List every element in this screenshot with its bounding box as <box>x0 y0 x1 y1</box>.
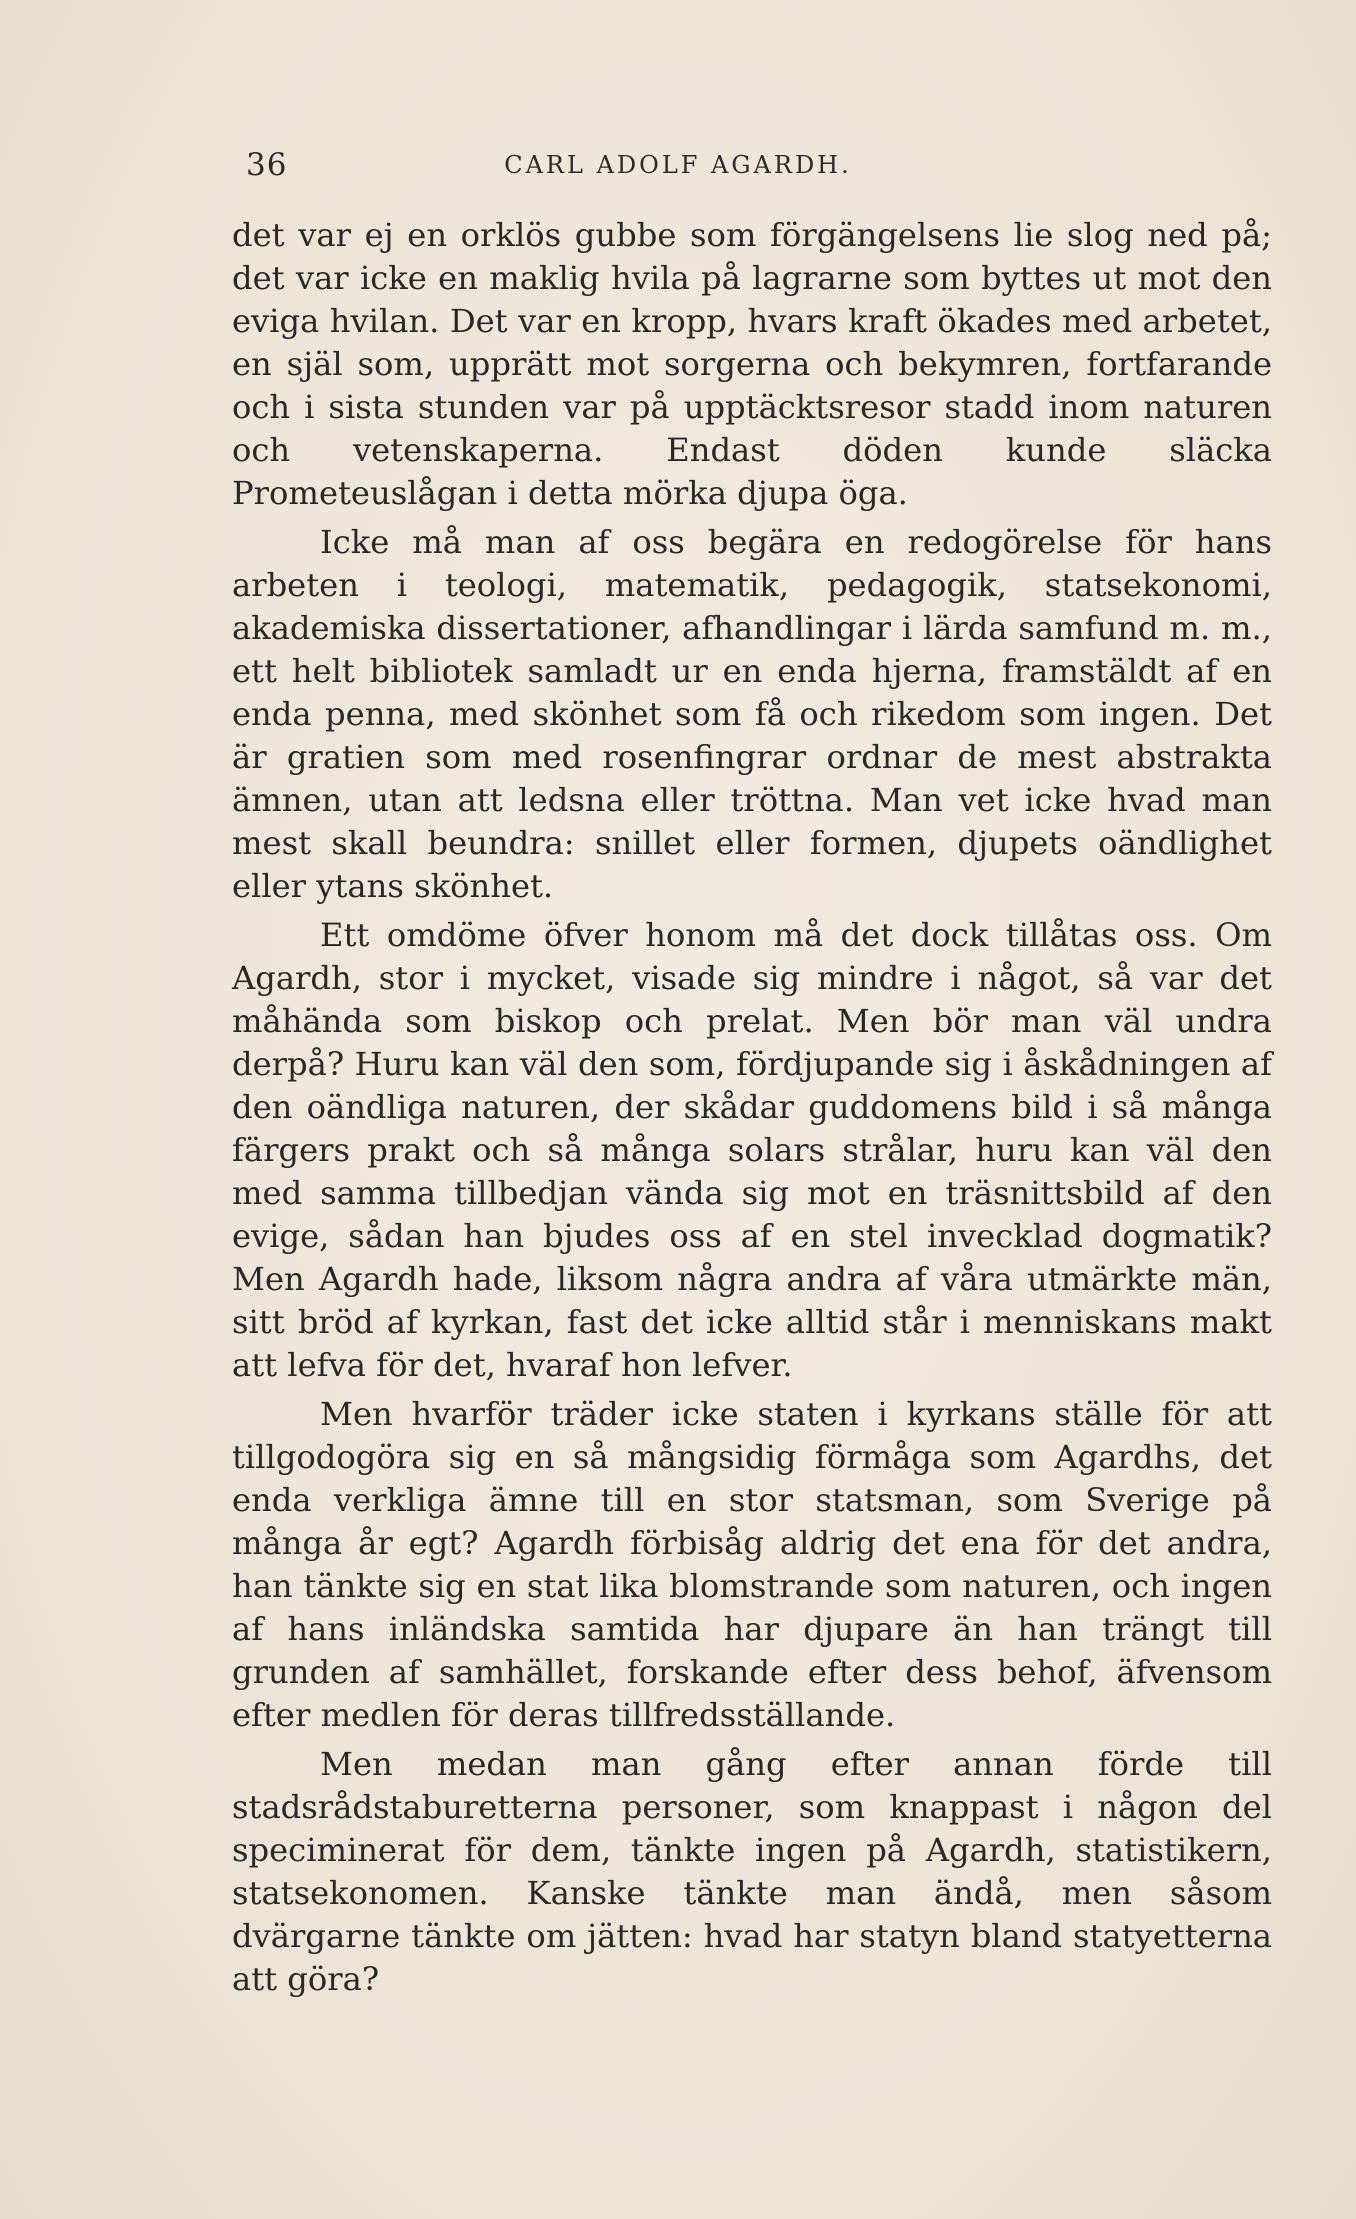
body-text <box>232 214 1272 2001</box>
paragraph: Icke må man af oss begära en redogörelse för hans arbeten i teologi, matematik, pedagogik, statsekonomi, akademiska dissertationer, afhandlingar i lärda samfund m. m., ett helt bibliotek samladt ur en enda hjerna, framstäldt af en enda penna, med skönhet som få och rikedom som ingen. Det är gratien som med rosenfingrar ordnar de mest abstrakta ämnen, utan att ledsna eller tröttna. Man vet icke hvad man mest skall beundra: snillet eller formen, djupets oändlighet eller ytans skönhet. <box>232 523 1272 905</box>
page-number: 36 <box>246 147 288 183</box>
page-header <box>0 147 1356 187</box>
paragraph: det var ej en orklös gubbe som förgängelsens lie slog ned på; det var icke en maklig hvila på lagrarne som byttes ut mot den eviga hvilan. Det var en kropp, hvars kraft ökades med arbetet, en själ som, upprätt mot sorgerna och bekymren, fortfarande och i sista stunden var på upptäcktsresor stadd inom naturen och vetenskaperna. Endast döden kunde släcka Prometeuslågan i detta mörka djupa öga. <box>232 216 1272 512</box>
paragraph: Ett omdöme öfver honom må det dock tillåtas oss. Om Agardh, stor i mycket, visade sig mindre i något, så var det måhända som biskop och prelat. Men bör man väl undra derpå? Huru kan väl den som, fördjupande sig i åskådningen af den oändliga naturen, der skådar guddomens bild i så många färgers prakt och så många solars strålar, huru kan väl den med samma tillbedjan vända sig mot en träsnittsbild af den evige, sådan han bjudes oss af en stel invecklad dogmatik? Men Agardh hade, liksom några andra af våra utmärkte män, sitt bröd af kyrkan, fast det icke alltid står i menniskans makt att lefva för det, hvaraf hon lefver. <box>232 916 1272 1384</box>
paragraph: Men medan man gång efter annan förde till stadsrådstaburetterna personer, som knappast i någon del speciminerat för dem, tänkte ingen på Agardh, statistikern, statsekonomen. Kanske tänkte man ändå, men såsom dvärgarne tänkte om jätten: hvad har statyn bland statyetterna att göra? <box>232 1745 1272 1998</box>
paragraph: Men hvarför träder icke staten i kyrkans ställe för att tillgodogöra sig en så mångsidig förmåga som Agardhs, det enda verkliga ämne till en stor statsman, som Sverige på många år egt? Agardh förbisåg aldrig det ena för det andra, han tänkte sig en stat lika blomstrande som naturen, och ingen af hans inländska samtida har djupare än han trängt till grunden af samhället, forskande efter dess behof, äfvensom efter medlen för deras tillfredsställande. <box>232 1395 1272 1734</box>
running-head: CARL ADOLF AGARDH. <box>504 151 852 179</box>
